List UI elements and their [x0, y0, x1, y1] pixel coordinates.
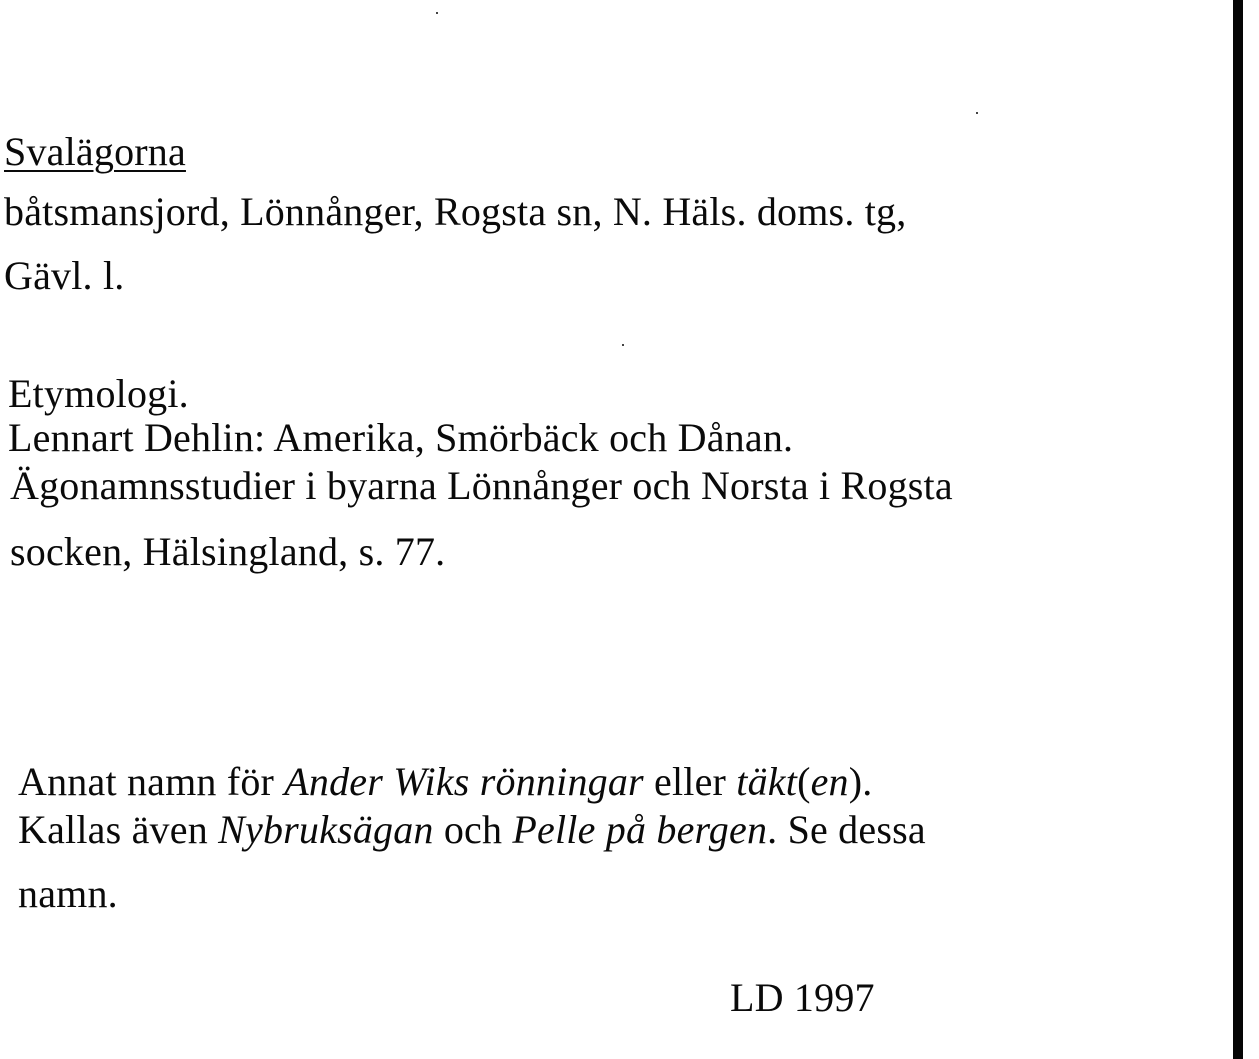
note-line-2: [18, 806, 926, 854]
note-alt-name: täkt: [736, 759, 798, 804]
note-text: Kallas även: [18, 807, 219, 852]
note-text: Annat namn för: [18, 759, 285, 804]
scan-speck: [622, 344, 624, 346]
note-alt-name: Nybruksägan: [218, 807, 434, 852]
location-line-1: båtsmansjord, Lönnånger, Rogsta sn, N. Häls. doms. tg,: [4, 189, 907, 234]
note-text: ).: [848, 759, 873, 804]
card-right-border: [1233, 0, 1243, 1059]
scan-speck: [436, 12, 438, 14]
etymology-label: Etymologi.: [8, 371, 189, 416]
note-text: . Se dessa: [767, 807, 926, 852]
note-text: eller: [643, 759, 737, 804]
note-text: (: [797, 759, 811, 804]
etymology-reference-line-1: Lennart Dehlin: Amerika, Smörbäck och Dånan.: [8, 415, 794, 460]
note-alt-name: Pelle på bergen: [512, 807, 768, 852]
note-line-1: [18, 758, 872, 806]
location-line-2: Gävl. l.: [4, 253, 125, 298]
note-alt-name-suffix: en: [810, 759, 849, 804]
etymology-reference-line-2: Ägonamnsstudier i byarna Lönnånger och Norsta i Rogsta: [10, 463, 953, 508]
etymology-reference-line-3: socken, Hälsingland, s. 77.: [10, 529, 446, 574]
signature: LD 1997: [730, 975, 875, 1020]
note-line-3: namn.: [18, 871, 118, 916]
note-alt-name: Ander Wiks rönningar: [284, 759, 644, 804]
scan-speck: [976, 112, 978, 114]
headword: Svalägorna: [4, 129, 186, 174]
note-text: och: [433, 807, 513, 852]
